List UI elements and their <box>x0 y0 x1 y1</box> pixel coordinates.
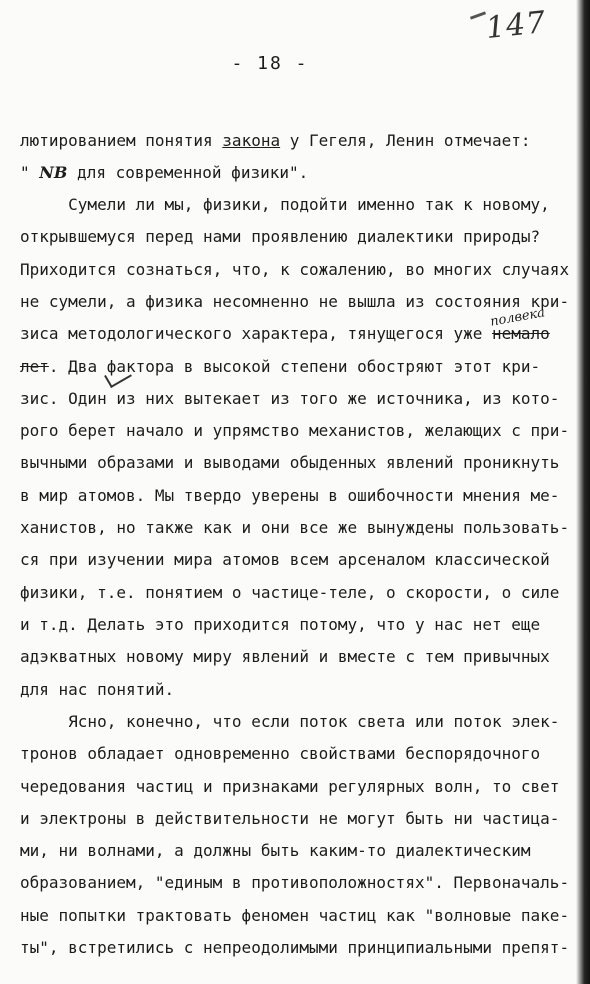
text-segment: для современной физики". <box>67 163 309 182</box>
text-line: ты", встретились с непреодолимыми принципиальными препят- <box>20 938 570 957</box>
text-line <box>20 357 540 377</box>
text-line: в мир атомов. Мы твердо уверены в ошибочности мнения ме- <box>20 486 560 505</box>
struck-word: немало <box>492 324 550 343</box>
struck-word: лет <box>20 357 49 376</box>
text-segment: . Два фактора в высокой степени обостряют этот кри- <box>48 357 541 376</box>
handwritten-insertion: полвека <box>489 305 547 330</box>
text-line: ханистов, но также как и они все же вынуждены пользовать- <box>20 518 570 537</box>
text-line: и электроны в действительности не могут быть ни частица- <box>20 809 560 828</box>
text-line: тронов обладает одновременно свойствами беспорядочного <box>20 744 541 763</box>
nb-handwritten-mark: NB <box>39 163 68 182</box>
text-line <box>20 131 531 151</box>
text-segment: " <box>20 163 40 182</box>
text-line: Ясно, конечно, что если поток света или поток элек- <box>20 712 560 731</box>
text-line: зис. Один из них вытекает из того же источника, из кото- <box>20 389 560 408</box>
text-line: вычными образами и выводами обыденных явлений проникнуть <box>20 453 560 472</box>
underlined-word: закона <box>222 131 281 150</box>
text-line: ся при изучении мира атомов всем арсеналом классической <box>20 550 550 569</box>
archive-folio-number: 147 <box>484 4 548 47</box>
text-line: адэкватных новому миру явлений и вместе с тем привычных <box>20 647 550 666</box>
text-line <box>20 163 308 183</box>
text-line: ми, ни волнами, а должны быть каким-то диалектическим <box>20 841 531 860</box>
text-line: для нас понятий. <box>20 680 175 699</box>
text-line: Приходится сознаться, что, к сожалению, во многих случаях <box>20 260 570 279</box>
text-line: рого берет начало и упрямство механистов, желающих с при- <box>20 421 570 440</box>
text-line <box>20 324 550 344</box>
text-segment: лютированием понятия <box>20 131 223 150</box>
text-line: Сумели ли мы, физики, подойти именно так к новому, <box>20 195 550 214</box>
text-segment: зиса методологического характера, тянущегося уже <box>20 324 493 343</box>
text-line: физики, т.е. понятием о частице-теле, о скорости, о силе <box>20 583 560 602</box>
text-line: ные попытки трактовать феномен частиц как "волновые паке- <box>20 906 570 925</box>
text-line: и т.д. Делать это приходится потому, что у нас нет еще <box>20 615 541 634</box>
text-line: не сумели, а физика несомненно не вышла из состояния кри- <box>20 292 570 311</box>
page-number: - 18 - <box>231 53 309 74</box>
text-segment: у Гегеля, Ленин отмечает: <box>280 131 531 150</box>
text-line: образованием, "единым в противоположностях". Первоначаль- <box>20 873 570 892</box>
text-line: открывшемуся перед нами проявлению диалектики природы? <box>20 227 541 246</box>
text-line: чередования частиц и признаками регулярных волн, то свет <box>20 777 560 796</box>
